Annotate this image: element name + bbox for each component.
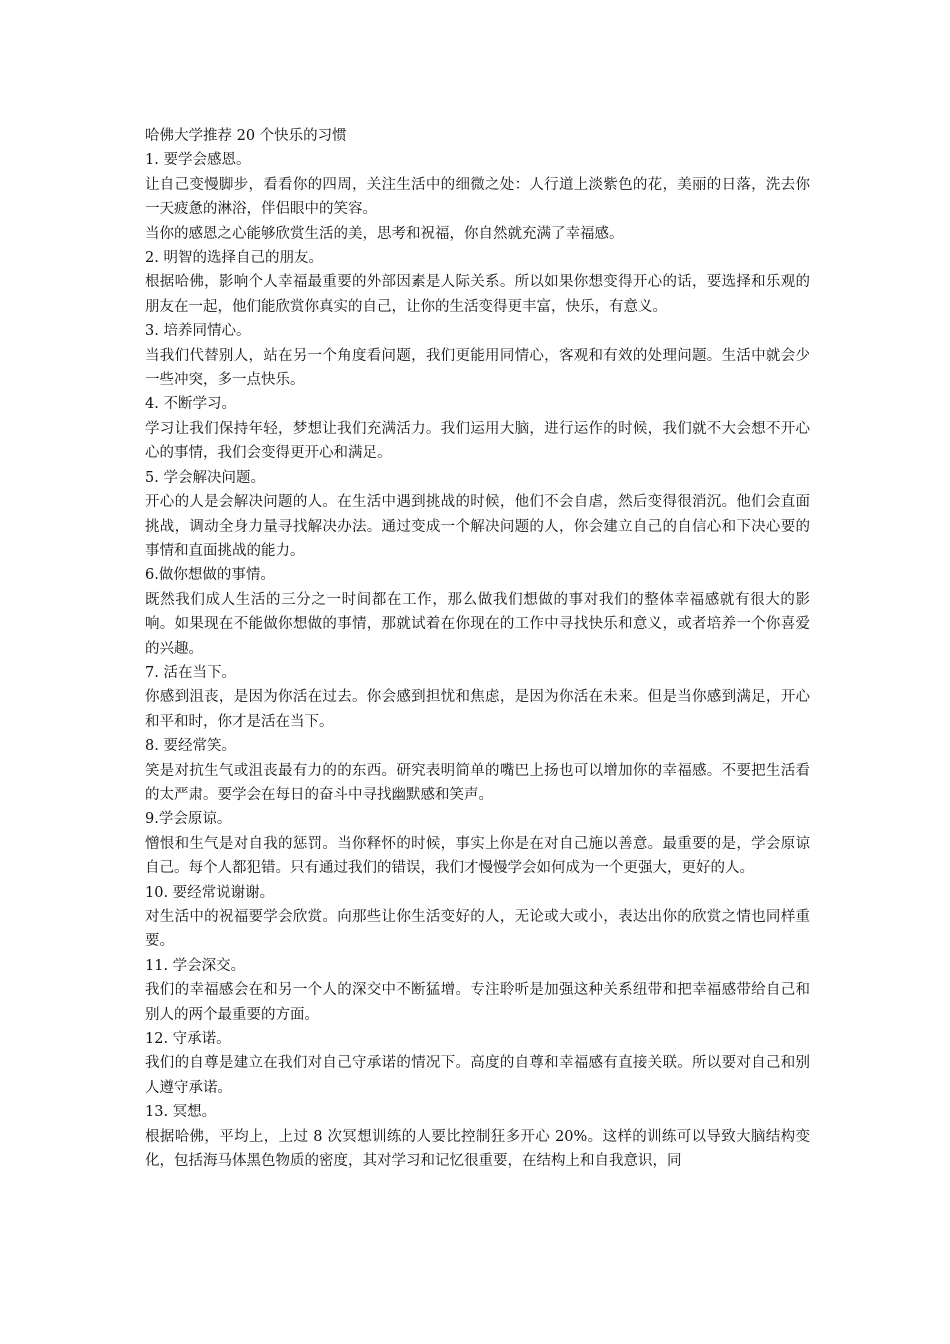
- section-heading-6: 6.做你想做的事情。: [145, 567, 275, 584]
- section-paragraph: 我们的幸福感会在和另一个人的深交中不断猛增。专注聆听是加强这种关系纽带和把幸福感带给自己和别人的两个最重要的方面。: [145, 982, 810, 1023]
- section-heading-3: 3. 培养同情心。: [145, 323, 251, 340]
- section-heading-5: 5. 学会解决问题。: [145, 469, 265, 486]
- section-paragraph: 根据哈佛，平均上，上过 8 次冥想训练的人要比控制狂多开心 20%。这样的训练可以导致大脑结构变化，包括海马体黑色物质的密度，其对学习和记忆很重要，在结构上和自我意识，同: [145, 1128, 810, 1170]
- section-paragraph: 憎恨和生气是对自我的惩罚。当你释怀的时候，事实上你是在对自己施以善意。最重要的是，学会原谅自己。每个人都犯错。只有通过我们的错误，我们才慢慢学会如何成为一个更强大，更好的人。: [145, 835, 810, 877]
- section-paragraph: 你感到沮丧，是因为你活在过去。你会感到担忧和焦虑，是因为你活在未来。但是当你感到满足，开心和平和时，你才是活在当下。: [145, 689, 810, 730]
- document-title: 哈佛大学推荐 20 个快乐的习惯: [145, 128, 347, 144]
- section-heading-10: 10. 要经常说谢谢。: [145, 884, 275, 901]
- section-paragraph: 我们的自尊是建立在我们对自己守承诺的情况下。高度的自尊和幸福感有直接关联。所以要对自己和别人遵守承诺。: [145, 1055, 810, 1096]
- section-paragraph: 让自己变慢脚步，看看你的四周，关注生活中的细微之处：人行道上淡紫色的花，美丽的日落，洗去你一天疲惫的淋浴，伴侣眼中的笑容。: [145, 176, 810, 218]
- section-paragraph: 既然我们成人生活的三分之一时间都在工作，那么做我们想做的事对我们的整体幸福感就有很大的影响。如果现在不能做你想做的事情，那就试着在你现在的工作中寻找快乐和意义，或者培养一个你喜爱的兴趣。: [145, 591, 810, 657]
- section-heading-8: 8. 要经常笑。: [145, 738, 236, 755]
- section-heading-12: 12. 守承诺。: [145, 1031, 231, 1048]
- section-paragraph: 学习让我们保持年轻，梦想让我们充满活力。我们运用大脑，进行运作的时候，我们就不大会想不开心心的事情，我们会变得更开心和满足。: [145, 420, 810, 462]
- section-paragraph: 当你的感恩之心能够欣赏生活的美，思考和祝福，你自然就充满了幸福感。: [145, 225, 624, 242]
- section-heading-4: 4. 不断学习。: [145, 396, 236, 413]
- section-heading-13: 13. 冥想。: [145, 1104, 217, 1121]
- document-body: [145, 124, 810, 1173]
- section-heading-2: 2. 明智的选择自己的朋友。: [145, 250, 323, 267]
- section-heading-9: 9.学会原谅。: [145, 811, 232, 828]
- section-paragraph: 开心的人是会解决问题的人。在生活中遇到挑战的时候，他们不会自虐，然后变得很消沉。他们会直面挑战，调动全身力量寻找解决办法。通过变成一个解决问题的人，你会建立自己的自信心和下决心要的事情和直面挑战的能力。: [145, 494, 810, 559]
- section-paragraph: 笑是对抗生气或沮丧最有力的的东西。研究表明简单的嘴巴上扬也可以增加你的幸福感。不要把生活看的太严肃。要学会在每日的奋斗中寻找幽默感和笑声。: [145, 762, 810, 803]
- section-heading-1: 1. 要学会感恩。: [145, 152, 251, 169]
- section-paragraph: 对生活中的祝福要学会欣赏。向那些让你生活变好的人，无论或大或小，表达出你的欣赏之情也同样重要。: [145, 909, 810, 950]
- section-heading-11: 11. 学会深交。: [145, 957, 246, 974]
- section-paragraph: 根据哈佛，影响个人幸福最重要的外部因素是人际关系。所以如果你想变得开心的话，要选择和乐观的朋友在一起，他们能欣赏你真实的自己，让你的生活变得更丰富，快乐，有意义。: [145, 274, 810, 315]
- section-paragraph: 当我们代替别人，站在另一个角度看问题，我们更能用同情心，客观和有效的处理问题。生活中就会少一些冲突，多一点快乐。: [145, 347, 810, 389]
- section-heading-7: 7. 活在当下。: [145, 664, 236, 681]
